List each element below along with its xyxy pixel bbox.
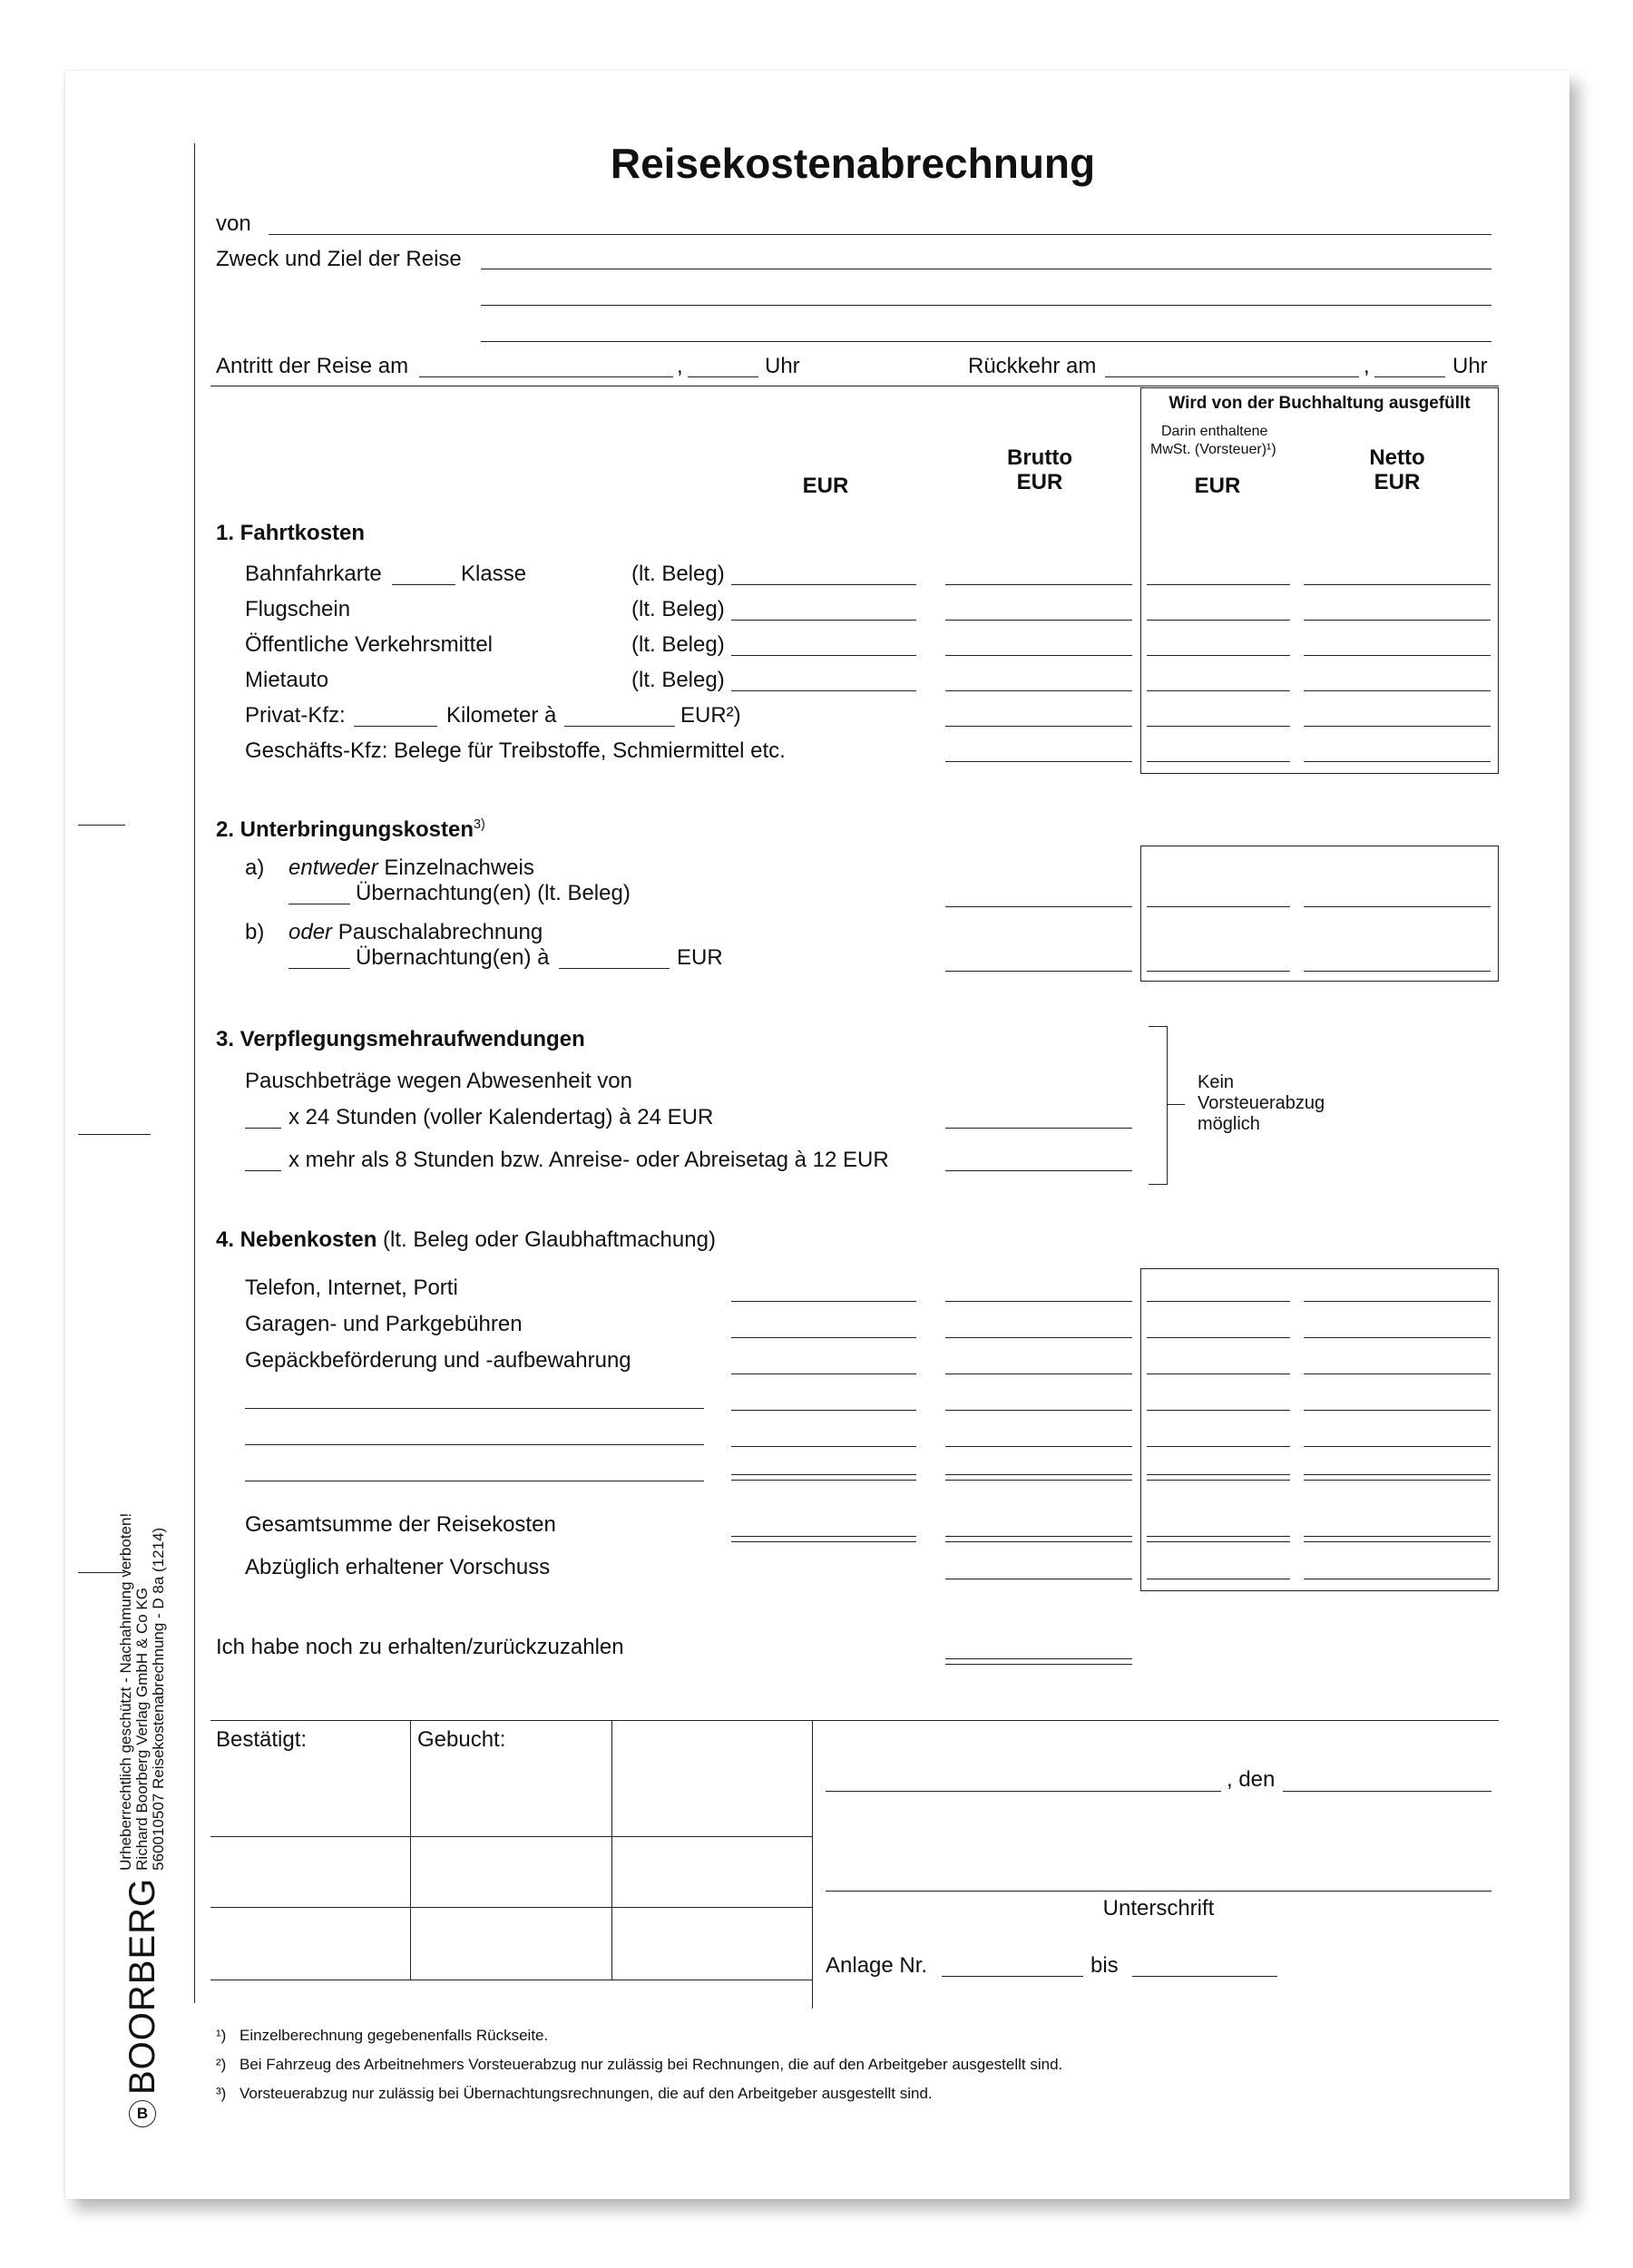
unterschrift-field[interactable] (826, 1891, 1491, 1892)
fold-mark-1 (78, 825, 125, 826)
grid-h-2 (210, 1907, 812, 1908)
tage-24h-field[interactable] (245, 1128, 281, 1129)
einzelnachweis-text: Einzelnachweis (377, 855, 534, 880)
footnote-2-mark: ²) (216, 2056, 227, 2073)
section4-heading (216, 1227, 716, 1253)
fahrt-brutto-6[interactable] (945, 761, 1132, 762)
netto-eur-heading: EUR (1374, 470, 1421, 494)
fahrt-netto-3[interactable] (1304, 655, 1491, 656)
section2-a-label: a) (245, 855, 265, 880)
section4-heading-rest: (lt. Beleg oder Glaubhaftmachung) (376, 1227, 716, 1252)
neben-eur-4[interactable] (731, 1410, 916, 1411)
page-title: Reisekostenabrechnung (610, 140, 1096, 187)
flug-beleg: (lt. Beleg) (631, 597, 725, 621)
pauschal-naechte-label: Übernachtung(en) à (356, 945, 550, 970)
anlage-label: Anlage Nr. (826, 1953, 928, 1978)
publisher-sidebar (118, 1513, 167, 2127)
antritt-comma: , (677, 354, 683, 378)
einzel-naechte-label: Übernachtung(en) (lt. Beleg) (356, 881, 631, 905)
sonstige-label-field-2[interactable] (245, 1444, 704, 1445)
section4-heading-bold: 4. Nebenkosten (216, 1227, 377, 1252)
neben-mwst-2[interactable] (1147, 1337, 1290, 1338)
neben-mwst-1[interactable] (1147, 1301, 1290, 1302)
unterschrift-label: Unterschrift (1102, 1896, 1215, 1921)
flug-label: Flugschein (245, 597, 351, 621)
geschaeft-kfz-label: Geschäfts-Kfz: Belege für Treibstoffe, Schmiermittel etc. (245, 738, 786, 763)
neben-brutto-5[interactable] (945, 1446, 1132, 1447)
section2-heading-sup: 3) (474, 817, 485, 832)
privat-km-label: Kilometer à (446, 703, 557, 728)
fold-mark-2 (78, 1134, 151, 1135)
fahrt-netto-4[interactable] (1304, 690, 1491, 691)
fahrt-brutto-5[interactable] (945, 726, 1132, 727)
grid-v-1 (410, 1720, 411, 1980)
brutto-heading: Brutto (1007, 445, 1072, 470)
fahrt-brutto-3[interactable] (945, 655, 1132, 656)
anlage-from-field[interactable] (942, 1976, 1083, 1977)
fahrt-netto-6[interactable] (1304, 761, 1491, 762)
fahrt-mwst-5[interactable] (1147, 726, 1290, 727)
gesamt-brutto-field[interactable] (945, 1536, 1132, 1542)
erhalten-label: Ich habe noch zu erhalten/zurückzuzahlen (216, 1635, 624, 1659)
neben-netto-1[interactable] (1304, 1301, 1491, 1302)
gebucht-label: Gebucht: (417, 1727, 506, 1752)
kein-vorsteuer-3: möglich (1198, 1114, 1260, 1134)
section2-heading (216, 812, 485, 843)
grid-v-3 (812, 1720, 813, 2009)
footnote-3: Vorsteuerabzug nur zulässig bei Übernachtungsrechnungen, die auf den Arbeitgeber ausgestellt sind. (240, 2085, 933, 2102)
rueckkehr-uhr: Uhr (1452, 354, 1488, 378)
form-number-line: 560010507 Reisekostenabrechnung - D 8a (1214) (150, 1527, 167, 1871)
footnote-3-mark: ³) (216, 2085, 227, 2102)
gepaeck-label: Gepäckbeförderung und -aufbewahrung (245, 1348, 631, 1373)
tage-24h-label: x 24 Stunden (voller Kalendertag) à 24 EUR (288, 1105, 714, 1129)
fahrt-mwst-2[interactable] (1147, 620, 1290, 621)
privat-rate-field[interactable] (564, 726, 675, 727)
tage-8h-label: x mehr als 8 Stunden bzw. Anreise- oder Abreisetag à 12 EUR (288, 1148, 889, 1172)
oeffentlich-eur-field[interactable] (731, 655, 916, 656)
copyright-line: Urheberrechtlich geschützt - Nachahmung verboten! (117, 1512, 134, 1871)
einzel-netto-field[interactable] (1304, 906, 1491, 907)
section3-heading: 3. Verpflegungsmehraufwendungen (216, 1027, 585, 1051)
bahn-klasse-label: Klasse (461, 562, 527, 586)
bestaetigt-label: Bestätigt: (216, 1727, 308, 1752)
pausch-label: Pauschbeträge wegen Abwesenheit von (245, 1069, 632, 1093)
anlage-to-field[interactable] (1132, 1976, 1277, 1977)
zweck-label: Zweck und Ziel der Reise (216, 247, 462, 271)
pauschal-brutto-field[interactable] (945, 971, 1132, 972)
ort-field[interactable] (826, 1791, 1221, 1792)
pauschal-mwst-field[interactable] (1147, 971, 1290, 972)
netto-heading: Netto (1369, 445, 1425, 470)
boorberg-brand: BOORBERG (122, 1877, 162, 2095)
neben-eur-2[interactable] (731, 1337, 916, 1338)
oeffentlich-beleg: (lt. Beleg) (631, 632, 725, 657)
rueckkehr-time-field[interactable] (1374, 376, 1445, 377)
bahn-eur-field[interactable] (731, 584, 916, 585)
neben-netto-4[interactable] (1304, 1410, 1491, 1411)
pauschal-text: Pauschalabrechnung (332, 920, 543, 944)
kein-vorsteuer-1: Kein (1198, 1072, 1235, 1092)
mietauto-eur-field[interactable] (731, 690, 916, 691)
datum-field[interactable] (1283, 1791, 1491, 1792)
mwst-heading-2: MwSt. (Vorsteuer)¹) (1150, 442, 1276, 457)
neben-netto-6[interactable] (1304, 1474, 1491, 1481)
left-margin-line (194, 143, 195, 2003)
bahn-label: Bahnfahrkarte (245, 562, 382, 586)
fahrt-netto-1[interactable] (1304, 584, 1491, 585)
section2-b-label: b) (245, 920, 265, 944)
antritt-date-field[interactable] (419, 376, 673, 377)
oder-word: oder (288, 920, 333, 944)
zweck-field-2[interactable] (481, 305, 1491, 306)
antritt-label: Antritt der Reise am (216, 354, 409, 378)
buchhaltung-heading: Wird von der Buchhaltung ausgefüllt (1169, 394, 1471, 413)
kein-vorsteuer-2: Vorsteuerabzug (1198, 1093, 1325, 1113)
mwst-eur-heading: EUR (1194, 474, 1241, 498)
pauschal-eur-label: EUR (677, 945, 723, 970)
neben-brutto-4[interactable] (945, 1410, 1132, 1411)
pauschal-naechte-field[interactable] (288, 968, 350, 969)
neben-brutto-6[interactable] (945, 1474, 1132, 1481)
von-label: von (216, 211, 251, 236)
grid-h-1 (210, 1836, 812, 1837)
oeffentlich-label: Öffentliche Verkehrsmittel (245, 632, 494, 657)
neben-eur-5[interactable] (731, 1446, 916, 1447)
unterbringung-box (1140, 846, 1499, 982)
neben-mwst-5[interactable] (1147, 1446, 1290, 1447)
gesamt-netto-field[interactable] (1304, 1536, 1491, 1542)
fahrt-brutto-2[interactable] (945, 620, 1132, 621)
antritt-time-field[interactable] (688, 376, 758, 377)
vorschuss-label: Abzüglich erhaltener Vorschuss (245, 1555, 551, 1579)
neben-brutto-1[interactable] (945, 1301, 1132, 1302)
rueckkehr-date-field[interactable] (1105, 376, 1359, 377)
neben-brutto-2[interactable] (945, 1337, 1132, 1338)
einzel-brutto-field[interactable] (945, 906, 1132, 907)
footnote-2: Bei Fahrzeug des Arbeitnehmers Vorsteuerabzug nur zulässig bei Rechnungen, die auf den Arbeitgeber ausgestellt sind. (240, 2056, 1063, 2073)
neben-eur-1[interactable] (731, 1301, 916, 1302)
fahrt-mwst-3[interactable] (1147, 655, 1290, 656)
erhalten-field[interactable] (945, 1658, 1132, 1665)
einzel-mwst-field[interactable] (1147, 906, 1290, 907)
zweck-field-3[interactable] (481, 341, 1491, 342)
boorberg-logo-icon (129, 2100, 156, 2127)
bracket-vertical (1167, 1026, 1168, 1184)
privat-eur-label: EUR²) (680, 703, 741, 728)
tage-8h-field[interactable] (245, 1170, 281, 1171)
neben-netto-5[interactable] (1304, 1446, 1491, 1447)
mietauto-label: Mietauto (245, 668, 329, 692)
neben-mwst-6[interactable] (1147, 1474, 1290, 1481)
fahrt-brutto-4[interactable] (945, 690, 1132, 691)
fahrt-brutto-1[interactable] (945, 584, 1132, 585)
bahn-beleg: (lt. Beleg) (631, 562, 725, 586)
privat-km-field[interactable] (354, 726, 437, 727)
footnote-1-mark: ¹) (216, 2027, 227, 2044)
fahrt-netto-2[interactable] (1304, 620, 1491, 621)
brutto-eur-heading: EUR (1016, 470, 1063, 494)
fahrt-mwst-4[interactable] (1147, 690, 1290, 691)
verpflegung-24h-brutto[interactable] (945, 1128, 1132, 1129)
rueckkehr-label: Rückkehr am (968, 354, 1097, 378)
von-field[interactable] (269, 234, 1491, 235)
antritt-uhr: Uhr (765, 354, 800, 378)
gesamt-label: Gesamtsumme der Reisekosten (245, 1512, 556, 1537)
fahrt-mwst-1[interactable] (1147, 584, 1290, 585)
section2-a-text (288, 855, 534, 881)
sonstige-label-field-1[interactable] (245, 1408, 704, 1409)
bottom-rule (210, 1720, 1499, 1721)
bis-label: bis (1090, 1953, 1119, 1978)
footnote-1: Einzelberechnung gegebenenfalls Rückseite. (240, 2027, 549, 2044)
verpflegung-8h-brutto[interactable] (945, 1170, 1132, 1171)
bracket-bottom (1149, 1184, 1168, 1185)
telefon-label: Telefon, Internet, Porti (245, 1276, 458, 1300)
pauschal-rate-field[interactable] (559, 968, 670, 969)
section1-heading: 1. Fahrtkosten (216, 521, 366, 545)
boorberg-logo-letter: B (136, 2105, 149, 2122)
bracket-top (1149, 1026, 1168, 1027)
grid-v-2 (611, 1720, 612, 1980)
section2-b-text (288, 920, 543, 945)
fahrt-mwst-6[interactable] (1147, 761, 1290, 762)
garage-label: Garagen- und Parkgebühren (245, 1312, 523, 1336)
gesamt-mwst-field[interactable] (1147, 1536, 1290, 1542)
den-label: , den (1227, 1767, 1276, 1792)
entweder-word: entweder (288, 855, 378, 880)
privat-kfz-label: Privat-Kfz: (245, 703, 346, 728)
neben-netto-2[interactable] (1304, 1337, 1491, 1338)
section2-heading-text: 2. Unterbringungskosten (216, 817, 474, 842)
gesamt-eur-field[interactable] (731, 1536, 916, 1542)
bahn-klasse-field[interactable] (392, 584, 455, 585)
neben-mwst-4[interactable] (1147, 1410, 1290, 1411)
pauschal-netto-field[interactable] (1304, 971, 1491, 972)
rueckkehr-comma: , (1364, 354, 1370, 378)
neben-eur-6[interactable] (731, 1474, 916, 1481)
bracket-tick (1167, 1104, 1185, 1105)
flug-eur-field[interactable] (731, 620, 916, 621)
mwst-heading-1: Darin enthaltene (1161, 424, 1268, 439)
eur-column-heading: EUR (802, 474, 849, 498)
fahrt-netto-5[interactable] (1304, 726, 1491, 727)
mietauto-beleg: (lt. Beleg) (631, 668, 725, 692)
nebenkosten-box (1140, 1268, 1499, 1591)
publisher-line: Richard Boorberg Verlag GmbH & Co KG (133, 1588, 151, 1871)
